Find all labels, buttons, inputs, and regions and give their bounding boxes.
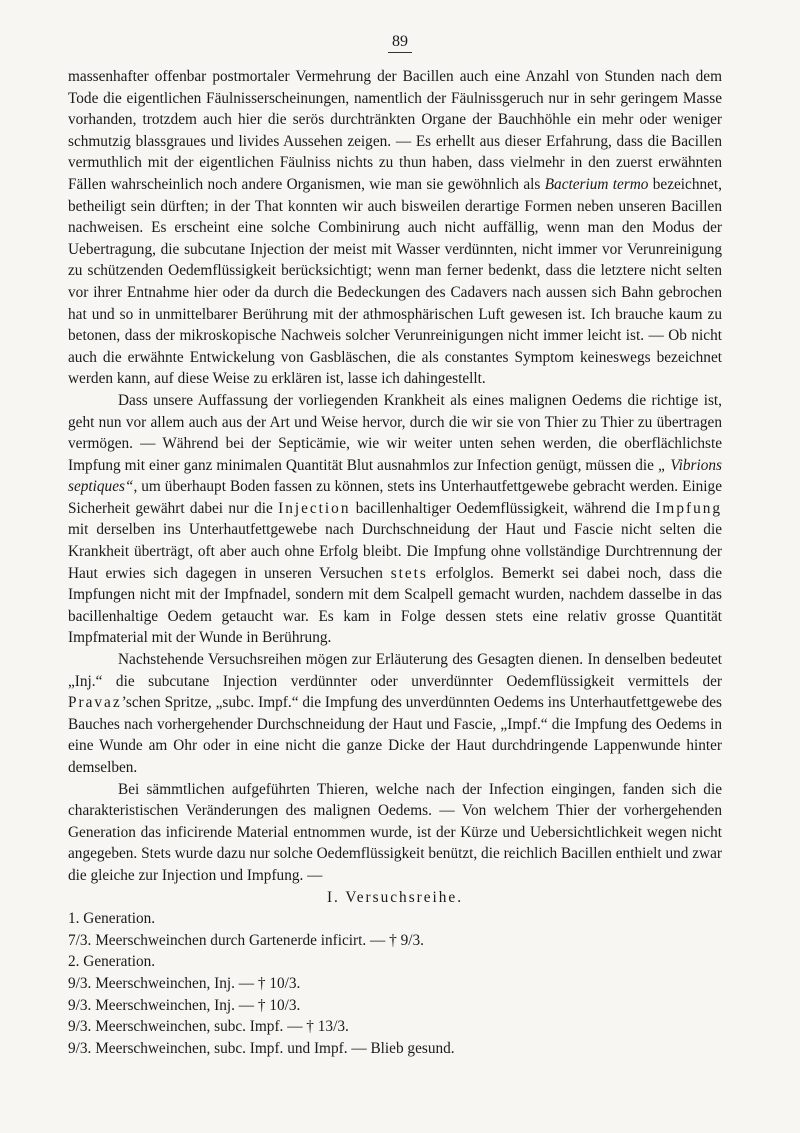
italic-term: Bacterium termo bbox=[544, 175, 649, 193]
paragraph-1: massenhafter offenbar postmortaler Vermehrung der Bacillen auch eine Anzahl von Stunden nach dem Tode die eigentlichen Fäulnisserscheinungen, namentlich der Fäulnissgeruch nur in sehr geringem Masse vorhanden, trotzdem auch hier die serös durchtränkten Organe der Bauchhöhle ein mehr oder weniger schmutzig blassgraues und livides Aussehen zeigen. — Es erhellt aus dieser Erfahrung, dass die Bacillen vermuthlich mit der eigentlichen Fäulniss nichts zu thun haben, dass vielmehr in den zuerst erwähnten Fällen wahrscheinlich noch andere Organismen, wie man sie gewöhnlich als Bacterium termo bezeichnet, betheiligt sein dürften; in der That konnten wir auch bisweilen derartige Formen neben unseren Bacillen nachweisen. Es erscheint eine solche Combinirung auch nicht auffällig, wenn man den Modus der Uebertragung, die subcutane Injection der meist mit Wasser verdünnten, nicht immer vor Verunreinigung zu schützenden Oedemflüssigkeit berücksichtigt; wenn man ferner bedenkt, dass die letztere nicht selten vor ihrer Entnahme hier oder da durch die Bedeckungen des Cadavers nach aussen sich Bahn gebrochen hat und so in unmittelbarer Berührung mit der athmosphärischen Luft gewesen ist. Ich brauche kaum zu betonen, dass der mikroskopische Nachweis solcher Verunreinigungen nicht immer leicht ist. — Ob nicht auch die erwähnte Entwickelung von Gasbläschen, die als constantes Symptom keineswegs bezeichnet werden kann, auf diese Weise zu erklären ist, lasse ich dahingestellt. bbox=[68, 68, 722, 388]
generation-label: 2. Generation. bbox=[68, 953, 156, 971]
list-item: 7/3. Meerschweinchen durch Gartenerde inficirt. — † 9/3. bbox=[68, 931, 424, 949]
paragraph-4: Bei sämmtlichen aufgeführten Thieren, welche nach der Infection eingingen, fanden sich die charakteristischen Veränderungen des malignen Oedems. — Von welchem Thier der vorhergehenden Generation das inficirende Material entnommen wurde, ist der Kürze und Uebersichtlichkeit wegen nicht angegeben. Stets wurde dazu nur solche Oedemflüssigkeit benützt, die reichlich Bacillen enthielt und zwar die gleiche zur Injection und Impfung. — bbox=[68, 780, 722, 884]
spaced-term: Impfung bbox=[655, 499, 723, 517]
paragraph-3: Nachstehende Versuchsreihen mögen zur Erläuterung des Gesagten dienen. In denselben bedeutet „Inj.“ die subcutane Injection verdünnter oder unverdünnter Oedemflüssigkeit vermittels der Pravaz’schen Spritze, „subc. Impf.“ die Impfung des unverdünnten Oedems ins Unterhautfettgewebe des Bauches nach vorhergehender Durchschneidung der Haut und Fascie, „Impf.“ die Impfung des Oedems in eine Wunde am Ohr oder in eine nicht die ganze Dicke der Haut durchdringende Lappenwunde hinter demselben. bbox=[68, 651, 722, 776]
list-item: 9/3. Meerschweinchen, Inj. — † 10/3. bbox=[68, 974, 301, 992]
spaced-term: Injection bbox=[278, 499, 351, 517]
section-title: I. Versuchsreihe. bbox=[326, 888, 464, 906]
list-item: 9/3. Meerschweinchen, subc. Impf. und Impf. — Blieb gesund. bbox=[68, 1039, 455, 1057]
generation-label: 1. Generation. bbox=[68, 910, 156, 928]
page-number: 89 bbox=[0, 33, 800, 53]
spaced-name: Pravaz bbox=[68, 694, 122, 712]
list-item: 9/3. Meerschweinchen, Inj. — † 10/3. bbox=[68, 996, 301, 1014]
italic-term: „ Vibrions septiques“ bbox=[68, 456, 722, 496]
spaced-term: stets bbox=[390, 564, 428, 582]
list-item: 9/3. Meerschweinchen, subc. Impf. — † 13/3. bbox=[68, 1018, 349, 1036]
body-text bbox=[68, 66, 722, 1059]
paragraph-2: Dass unsere Auffassung der vorliegenden Krankheit als eines malignen Oedems die richtige ist, geht nun vor allem auch aus der Art und Weise hervor, durch die wir sie von Thier zu Thier zu übertragen vermögen. — Während bei der Septicämie, wie wir weiter unten sehen werden, die oberflächlichste Impfung mit einer ganz minimalen Quantität Blut ausnahmlos zur Infection genügt, müssen die „ Vibrions septiques“, um überhaupt Boden fassen zu können, stets ins Unterhautfettgewebe gebracht werden. Einige Sicherheit gewährt dabei nur die Injection bacillenhaltiger Oedemflüssigkeit, während die Impfung mit derselben ins Unterhautfettgewebe nach Durchschneidung der Haut und Fascie nicht selten die Krankheit überträgt, oft aber auch ohne Erfolg bleibt. Die Impfung ohne vollständige Durchtrennung der Haut erwies sich dagegen in unseren Versuchen stets erfolglos. Bemerkt sei dabei noch, dass die Impfungen nicht mit der Impfnadel, sondern mit dem Scalpell gemacht wurden, nachdem dasselbe in das bacillenhaltige Oedem getaucht war. Es kam in Folge dessen stets eine relativ grosse Quantität Impfmaterial mit der Wunde in Berührung. bbox=[68, 391, 723, 647]
